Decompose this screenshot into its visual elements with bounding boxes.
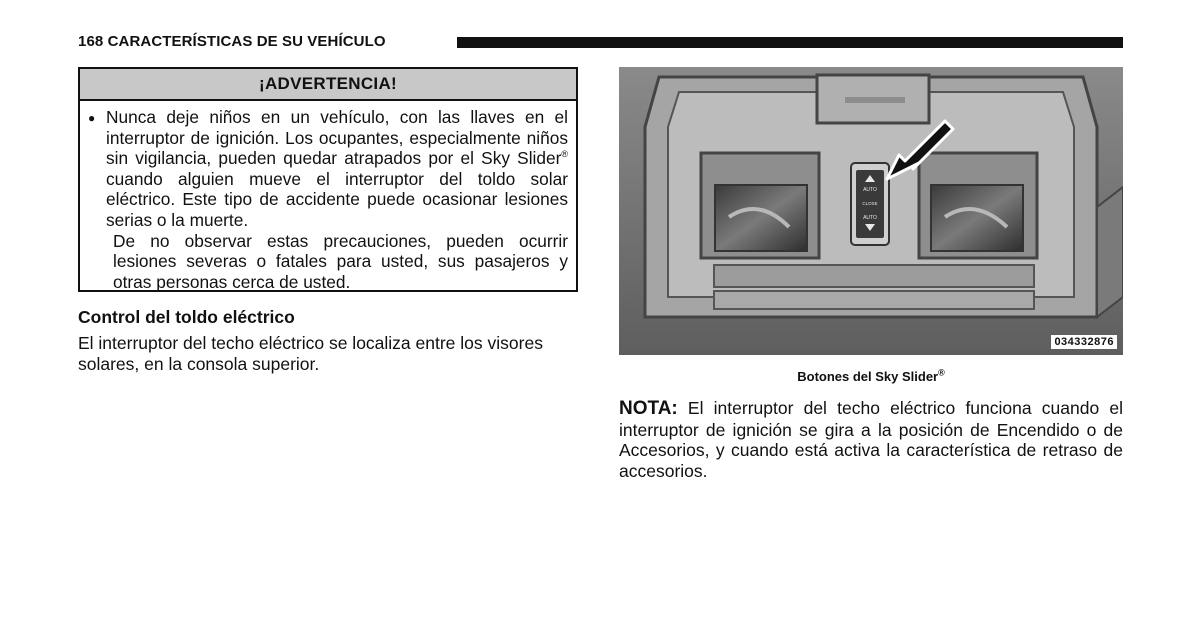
page-header-title: 168 CARACTERÍSTICAS DE SU VEHÍCULO [78, 33, 386, 50]
note-label: NOTA: [619, 398, 678, 419]
figure-code: 034332876 [1051, 335, 1117, 349]
bullet-icon: ● [88, 111, 96, 125]
warning-extra-text: De no observar estas precauciones, pueden ocurrir lesiones severas o fatales para usted, sus pasajeros y otras personas cerca de usted. [113, 230, 568, 292]
header-rule [457, 37, 1123, 48]
switch-label-close: CLOSE [862, 201, 878, 206]
switch-label-auto-top: AUTO [863, 187, 877, 193]
overhead-console-illustration [619, 67, 1123, 355]
caption-registered-mark: ® [938, 367, 945, 378]
warning-title: ¡ADVERTENCIA! [80, 69, 576, 101]
warning-bullet [88, 107, 568, 231]
note-paragraph [619, 398, 1123, 481]
warning-box [78, 67, 578, 292]
sky-slider-figure [619, 67, 1123, 355]
figure-caption: Botones del Sky Slider® [797, 367, 945, 384]
warning-body [80, 101, 576, 292]
section-body: El interruptor del techo eléctrico se localiza entre los visores solares, en la consola superior. [78, 333, 543, 374]
registered-mark: ® [561, 149, 568, 160]
note-text: El interruptor del techo eléctrico funciona cuando el interruptor de ignición se gira a la posición de Encendido o de Accesorios, y cuando está activa la característica de retraso de accesorios. [619, 398, 1123, 481]
warning-bullet-text: Nunca deje niños en un vehículo, con las llaves en el interruptor de ignición. Los ocupantes, especialmente niños sin vigilancia, pueden quedar atrapados por el Sky Slider® cuando alguien mueve el interruptor del toldo solar eléctrico. Este tipo de accidente puede ocasionar lesiones serias o la muerte. [106, 107, 568, 230]
switch-label-auto-bottom: AUTO [863, 215, 877, 221]
section-heading: Control del toldo eléctrico [78, 307, 295, 327]
